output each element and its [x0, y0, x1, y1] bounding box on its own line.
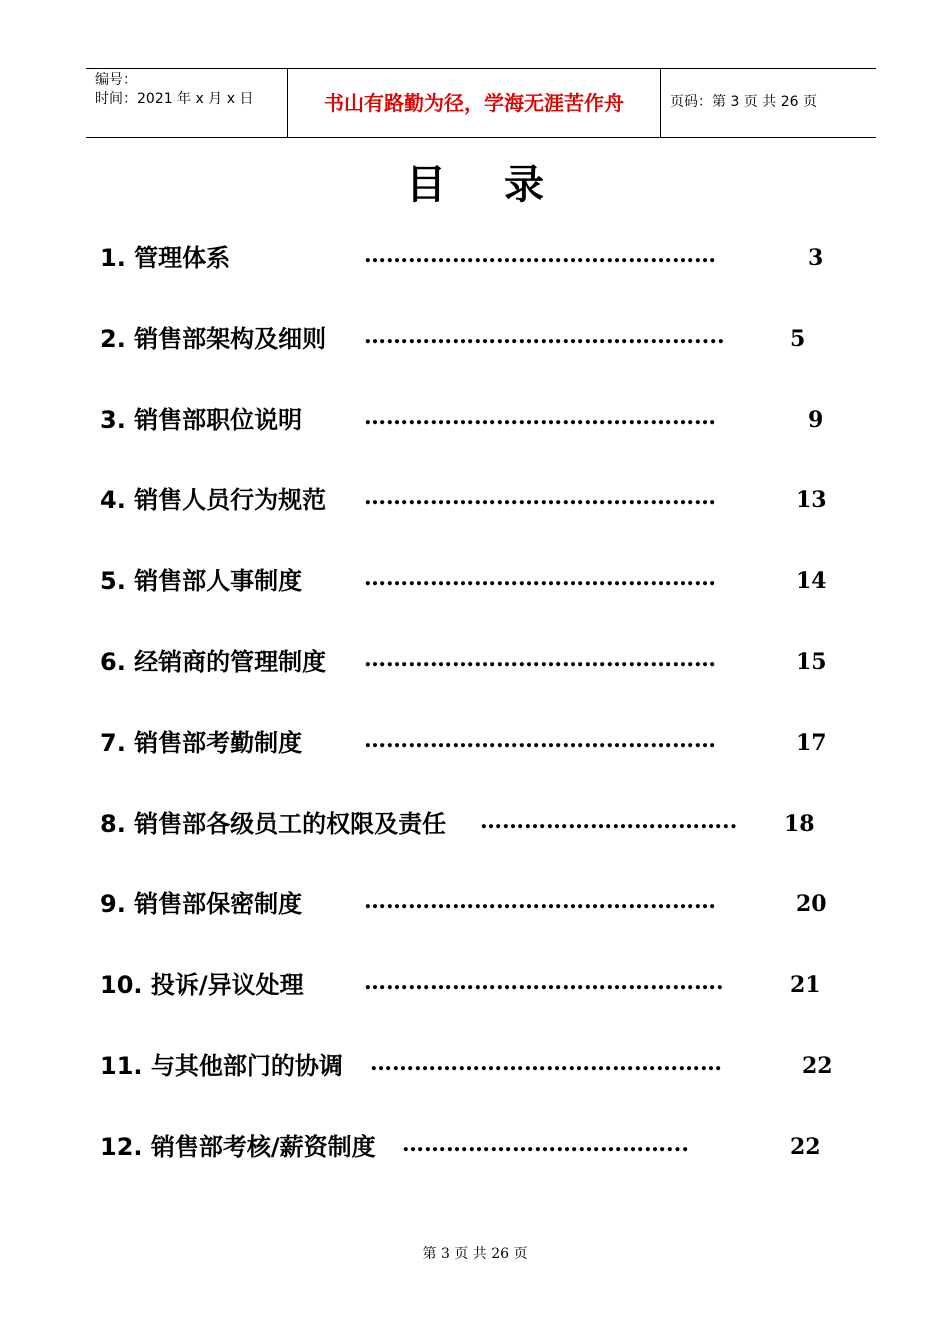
toc-entry-leader: ………………………………………....	[364, 323, 725, 349]
toc-entry-leader: …………………………………………	[370, 1050, 722, 1076]
toc-entry[interactable]	[100, 402, 840, 442]
document-number-label: 编号：	[95, 72, 137, 88]
toc-entry-page-number: 21	[790, 972, 821, 998]
header-meta-cell	[86, 69, 288, 137]
toc-entry-leader: …………………………………………	[364, 242, 716, 268]
header-motto: 书山有路勤为径，学海无涯苦作舟	[324, 91, 624, 115]
document-time-label: 时间：2021 年 x 月 x 日	[95, 91, 254, 107]
toc-entry-page-number: 22	[802, 1053, 833, 1079]
toc-entry[interactable]	[100, 1048, 840, 1088]
toc-entry[interactable]	[100, 240, 840, 280]
toc-entry-page-number: 3	[808, 245, 824, 271]
toc-entry-page-number: 15	[796, 649, 827, 675]
toc-entry-title: 8. 销售部各级员工的权限及责任	[100, 810, 447, 838]
toc-entry-page-number: 18	[784, 811, 815, 837]
page-title: 目录	[406, 162, 602, 208]
toc-entry-title: 6. 经销商的管理制度	[100, 648, 327, 676]
toc-entry-page-number: 22	[790, 1134, 821, 1160]
toc-entry[interactable]	[100, 886, 840, 926]
toc-entry-page-number: 17	[796, 730, 827, 756]
toc-entry-title: 11. 与其他部门的协调	[100, 1052, 343, 1080]
toc-entry-title: 9. 销售部保密制度	[100, 890, 303, 918]
toc-entry-title: 4. 销售人员行为规范	[100, 486, 327, 514]
toc-entry-leader: …………………………………………	[364, 565, 716, 591]
toc-entry-leader: ………………………………………….	[364, 969, 724, 995]
toc-entry-title: 2. 销售部架构及细则	[100, 325, 327, 353]
toc-entry-title: 12. 销售部考核/薪资制度	[100, 1133, 376, 1161]
toc-entry-title: 1. 管理体系	[100, 244, 231, 272]
toc-entry-page-number: 13	[796, 487, 827, 513]
toc-entry-title: 5. 销售部人事制度	[100, 567, 303, 595]
toc-entry[interactable]	[100, 644, 840, 684]
toc-entry-title: 7. 销售部考勤制度	[100, 729, 303, 757]
toc-entry-leader: ……………………………..	[480, 808, 738, 834]
toc-entry-leader: …………………………………………	[364, 404, 716, 430]
header-page-cell	[661, 69, 876, 137]
toc-entry-leader: …………………………………………	[364, 888, 716, 914]
toc-entry-page-number: 9	[808, 407, 824, 433]
header-page-info: 页码：第 3 页 共 26 页	[670, 94, 817, 110]
toc-entry[interactable]	[100, 967, 840, 1007]
toc-entry[interactable]	[100, 321, 840, 361]
toc-entry-page-number: 20	[796, 891, 827, 917]
toc-entry[interactable]	[100, 806, 840, 846]
page-header	[86, 68, 876, 138]
toc-entry[interactable]	[100, 1129, 840, 1169]
toc-entry-page-number: 5	[790, 326, 806, 352]
toc-entry-title: 10. 投诉/异议处理	[100, 971, 304, 999]
toc-entry-leader: …………………………………………	[364, 727, 716, 753]
toc-entry[interactable]	[100, 482, 840, 522]
header-motto-cell	[288, 69, 661, 137]
toc-entry-page-number: 14	[796, 568, 827, 594]
toc-entry-leader: ………………………………...	[402, 1131, 689, 1157]
page-footer: 第 3 页 共 26 页	[422, 1246, 528, 1262]
toc-entry[interactable]	[100, 563, 840, 603]
toc-entry-leader: …………………………………………	[364, 646, 716, 672]
toc-entry[interactable]	[100, 725, 840, 765]
toc-entry-leader: …………………………………………	[364, 484, 716, 510]
toc-entry-title: 3. 销售部职位说明	[100, 406, 303, 434]
